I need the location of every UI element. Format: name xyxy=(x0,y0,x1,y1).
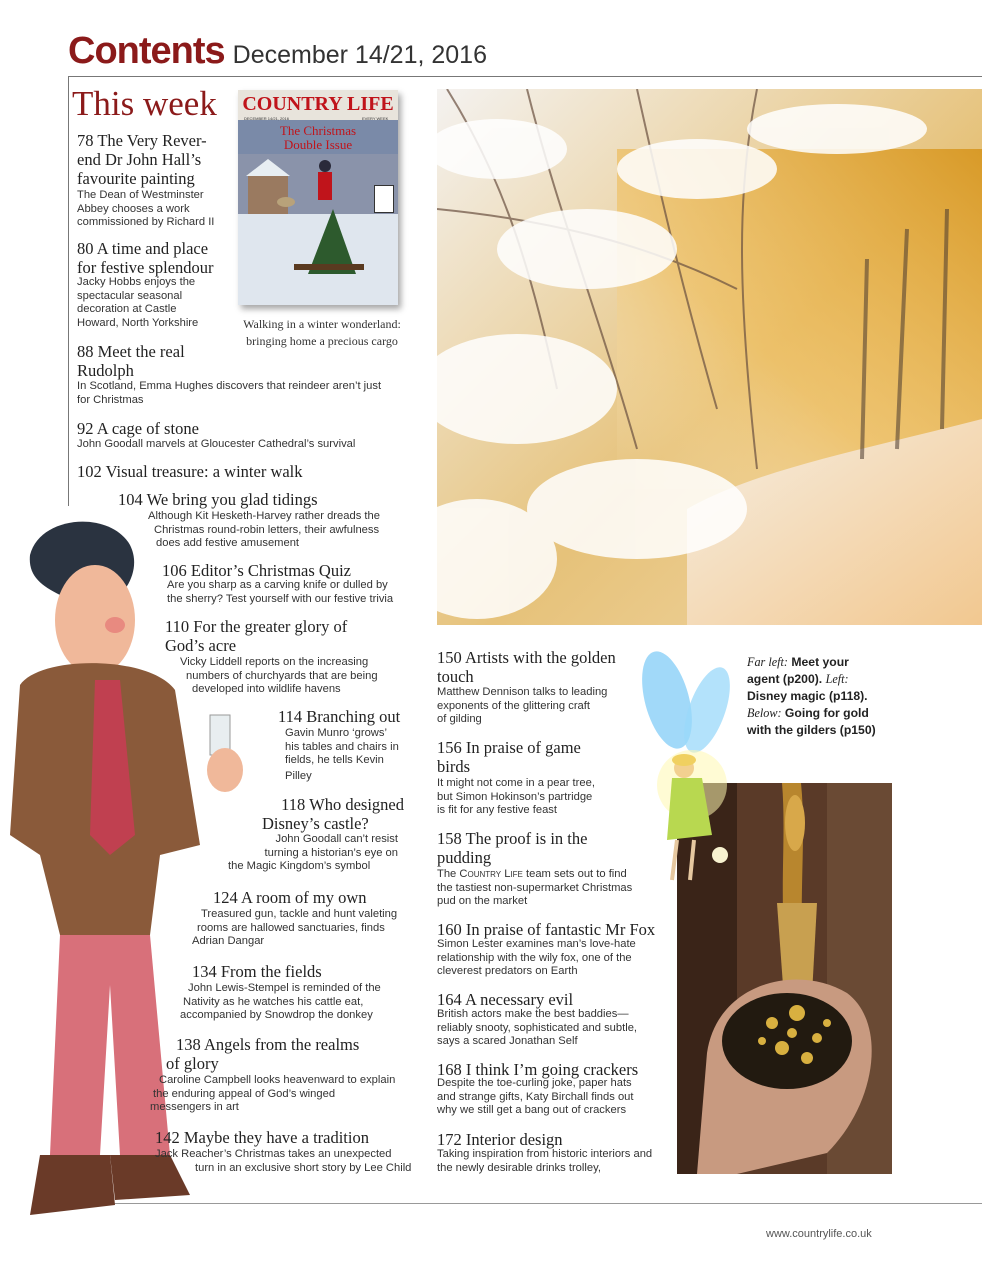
entry-138-body-line2: the enduring appeal of God’s winged xyxy=(153,1087,336,1100)
barcode xyxy=(374,185,394,213)
entry-150-title-line1: 150 Artists with the golden xyxy=(437,648,616,667)
page-header xyxy=(68,30,487,73)
entry-114-body-line4: Pilley xyxy=(285,769,312,782)
entry-78-title-line3: favourite painting xyxy=(77,169,195,188)
entry-172-body-line1: Taking inspiration from historic interiors and xyxy=(437,1148,653,1160)
entry-150-body xyxy=(437,686,607,727)
entry-150-body-line1: Matthew Dennison talks to leading xyxy=(437,686,608,698)
entry-110-title[interactable] xyxy=(165,617,347,655)
entry-150-title[interactable] xyxy=(437,648,616,686)
entry-88-body-line2: for Christmas xyxy=(77,393,144,406)
entry-134-body-line1: John Lewis-Stempel is reminded of the xyxy=(188,982,381,994)
entry-104-body-line2: Christmas round-robin letters, their awfulness xyxy=(154,523,380,536)
entry-168-body-line3: why we still get a bang out of crackers xyxy=(437,1104,627,1117)
caption-below-label: Below: xyxy=(747,706,782,720)
entry-150-title-line2: touch xyxy=(437,667,474,686)
entry-138-body-line1: Caroline Campbell looks heavenward to explain xyxy=(159,1074,396,1086)
entry-134-body-line2: Nativity as he watches his cattle eat, xyxy=(183,995,364,1008)
entry-150-body-line2: exponents of the glittering craft xyxy=(437,699,590,712)
entry-156-title-line1: 156 In praise of game xyxy=(437,738,581,757)
entry-138-title-line2: of glory xyxy=(166,1054,219,1073)
entry-156-body-line1: It might not come in a pear tree, xyxy=(437,777,595,789)
photo-caption xyxy=(747,654,917,739)
entry-158-body-line1-a: The xyxy=(437,868,460,880)
entry-158-body-magazine-name: Country Life xyxy=(459,868,523,880)
cover-caption-line1: Walking in a winter wonderland: xyxy=(243,317,401,331)
entry-158-body-line1 xyxy=(437,868,632,882)
cover-every-week: EVERY WEEK xyxy=(362,116,389,121)
entry-158-title[interactable] xyxy=(437,829,587,867)
issue-date: December 14/21, 2016 xyxy=(232,41,487,69)
entry-110-title-line2: God’s acre xyxy=(165,636,237,655)
entry-156-body-line2: but Simon Hokinson’s partridge xyxy=(437,790,593,803)
section-heading: This week xyxy=(72,84,217,123)
entry-142-body xyxy=(155,1148,411,1175)
entry-124-body xyxy=(192,908,397,949)
entry-118-title[interactable] xyxy=(262,795,404,833)
entry-92-title[interactable]: 92 A cage of stone xyxy=(77,419,199,438)
entry-158-body-line1-c: team sets out to find xyxy=(522,868,627,880)
cover-subtitle-line2: Double Issue xyxy=(283,137,353,152)
entry-80-body-line3: decoration at Castle xyxy=(77,303,177,316)
entry-160-body-line1: Simon Lester examines man’s love-hate xyxy=(437,938,636,950)
caption-agent-text: agent (p200). xyxy=(747,672,823,686)
entry-168-body-line1: Despite the toe-curling joke, paper hats xyxy=(437,1077,632,1089)
entry-168-title[interactable]: 168 I think I’m going crackers xyxy=(437,1060,639,1079)
entry-88-body xyxy=(77,380,381,407)
entry-158-body xyxy=(437,868,632,909)
entry-142-title[interactable]: 142 Maybe they have a tradition xyxy=(155,1128,369,1147)
entry-78-body xyxy=(77,189,214,230)
caption-gilders-text: with the gilders (p150) xyxy=(747,723,876,737)
entry-110-body-line3: developed into wildlife havens xyxy=(192,683,341,696)
entry-118-body-line3: the Magic Kingdom’s symbol xyxy=(228,860,371,873)
entry-160-body xyxy=(437,938,636,979)
entry-124-title[interactable]: 124 A room of my own xyxy=(213,888,367,907)
caption-gold-text: Going for gold xyxy=(784,706,869,720)
entry-118-body-line1: John Goodall can’t resist xyxy=(275,833,398,845)
entry-88-title[interactable] xyxy=(77,342,185,380)
entry-134-title[interactable]: 134 From the fields xyxy=(192,962,322,981)
fairy-illustration xyxy=(632,640,732,890)
entry-104-body-line1: Although Kit Hesketh-Harvey rather dreads the xyxy=(148,510,380,522)
cover-caption xyxy=(238,316,406,350)
entry-114-body-line1: Gavin Munro ‘grows’ xyxy=(285,727,387,739)
entry-80-body-line1: Jacky Hobbs enjoys the xyxy=(77,276,196,288)
entry-164-body-line1: British actors make the best baddies— xyxy=(437,1008,629,1020)
entry-114-body-line2: his tables and chairs in xyxy=(285,740,399,753)
entry-172-title[interactable]: 172 Interior design xyxy=(437,1130,563,1149)
entry-134-body xyxy=(180,982,381,1023)
entry-164-title[interactable]: 164 A necessary evil xyxy=(437,990,574,1009)
entry-110-body-line1: Vicky Liddell reports on the increasing xyxy=(180,656,369,668)
top-rule xyxy=(68,76,982,77)
entry-118-title-line2: Disney’s castle? xyxy=(262,814,369,833)
entry-102-title[interactable]: 102 Visual treasure: a winter walk xyxy=(77,462,303,481)
entry-110-body-line2: numbers of churchyards that are being xyxy=(186,669,378,682)
entry-168-body xyxy=(437,1077,634,1118)
entry-104-body-line3: does add festive amusement xyxy=(156,537,300,550)
entry-80-title-line2: for festive splendour xyxy=(77,258,214,277)
caption-disney-text: Disney magic (p118). xyxy=(747,689,868,703)
entry-80-body-line2: spectacular seasonal xyxy=(77,289,183,302)
entry-138-title[interactable] xyxy=(166,1035,360,1073)
entry-88-title-line1: 88 Meet the real xyxy=(77,342,185,361)
contents-title: Contents xyxy=(68,30,225,72)
cover-caption-line2: bringing home a precious cargo xyxy=(246,334,398,348)
entry-124-body-line2: rooms are hallowed sanctuaries, finds xyxy=(197,921,385,934)
entry-118-body xyxy=(228,833,398,874)
entry-124-body-line1: Treasured gun, tackle and hunt valeting xyxy=(201,908,398,920)
entry-160-title[interactable]: 160 In praise of fantastic Mr Fox xyxy=(437,920,656,939)
entry-104-body xyxy=(148,510,380,551)
entry-110-title-line1: 110 For the greater glory of xyxy=(165,617,348,636)
entry-78-title-line1: 78 The Very Rever- xyxy=(77,131,207,150)
entry-78-body-line2: Abbey chooses a work xyxy=(77,202,190,215)
entry-106-body-line2: the sherry? Test yourself with our festive trivia xyxy=(167,592,394,605)
entry-158-body-line3: pud on the market xyxy=(437,895,528,908)
entry-142-body-line1: Jack Reacher’s Christmas takes an unexpected xyxy=(155,1148,392,1160)
cover-scene-illustration xyxy=(238,154,398,305)
entry-78-body-line3: commissioned by Richard II xyxy=(77,216,215,229)
winter-forest-photo xyxy=(437,89,982,625)
entry-88-body-line1: In Scotland, Emma Hughes discovers that reindeer aren’t just xyxy=(77,380,382,392)
entry-158-body-line2: the tastiest non-supermarket Christmas xyxy=(437,881,633,894)
entry-78-body-line1: The Dean of Westminster xyxy=(77,189,204,201)
entry-80-body-line4: Howard, North Yorkshire xyxy=(77,316,199,329)
entry-106-title[interactable]: 106 Editor’s Christmas Quiz xyxy=(162,561,351,580)
entry-164-body-line3: says a scared Jonathan Self xyxy=(437,1035,578,1048)
entry-158-title-line1: 158 The proof is in the xyxy=(437,829,588,848)
entry-142-body-line2: turn in an exclusive short story by Lee Child xyxy=(195,1161,412,1174)
entry-88-title-line2: Rudolph xyxy=(77,361,134,380)
website-url[interactable]: www.countrylife.co.uk xyxy=(766,1228,872,1240)
caption-far-left-label: Far left: xyxy=(747,655,788,669)
entry-134-body-line3: accompanied by Snowdrop the donkey xyxy=(180,1009,373,1022)
entry-168-body-line2: and strange gifts, Katy Birchall finds out xyxy=(437,1090,634,1103)
entry-156-title-line2: birds xyxy=(437,757,470,776)
entry-164-body-line2: reliably snooty, sophisticated and subtle, xyxy=(437,1021,638,1034)
caption-far-left-text: Meet your xyxy=(791,655,849,669)
entry-138-title-line1: 138 Angels from the realms xyxy=(176,1035,360,1054)
entry-106-body xyxy=(167,579,393,606)
entry-150-body-line3: of gilding xyxy=(437,713,482,726)
cover-subtitle-line1: The Christmas xyxy=(279,123,357,138)
cover-masthead: COUNTRY LIFE xyxy=(238,90,398,120)
entry-78-title-line2: end Dr John Hall’s xyxy=(77,150,202,169)
entry-106-body-line1: Are you sharp as a carving knife or dulled by xyxy=(167,579,388,591)
magazine-cover-image xyxy=(238,90,398,305)
entry-114-body-line3: fields, he tells Kevin xyxy=(285,754,384,767)
entry-172-body-line2: the newly desirable drinks trolley, xyxy=(437,1161,601,1174)
entry-158-title-line2: pudding xyxy=(437,848,492,867)
left-rule xyxy=(68,76,69,506)
entry-114-body xyxy=(285,727,399,783)
entry-160-body-line2: relationship with the wily fox, one of the xyxy=(437,951,632,964)
entry-104-title[interactable]: 104 We bring you glad tidings xyxy=(118,490,318,509)
cover-issue-date: DECEMBER 14/21, 2016 xyxy=(244,116,289,121)
caption-left-label: Left: xyxy=(825,672,849,686)
entry-156-body-line3: is fit for any festive feast xyxy=(437,804,558,817)
entry-172-body xyxy=(437,1148,652,1175)
entry-156-body xyxy=(437,777,595,818)
entry-80-title[interactable] xyxy=(77,239,214,277)
entry-138-body-line3: messengers in art xyxy=(150,1101,239,1114)
entry-80-body xyxy=(77,276,198,330)
entry-156-title[interactable] xyxy=(437,738,581,776)
entry-92-body: John Goodall marvels at Gloucester Cathedral’s survival xyxy=(77,438,356,450)
entry-114-title[interactable]: 114 Branching out xyxy=(278,707,401,726)
entry-160-body-line3: cleverest predators on Earth xyxy=(437,965,578,978)
entry-118-title-line1: 118 Who designed xyxy=(281,795,404,814)
entry-138-body xyxy=(150,1074,395,1115)
entry-164-body xyxy=(437,1008,637,1049)
entry-124-body-line3: Adrian Dangar xyxy=(192,935,265,948)
cover-subtitle xyxy=(238,124,398,152)
entry-78-title[interactable] xyxy=(77,131,207,188)
entry-118-body-line2: turning a historian’s eye on xyxy=(264,846,398,859)
entry-80-title-line1: 80 A time and place xyxy=(77,239,209,258)
entry-110-body xyxy=(180,656,378,697)
